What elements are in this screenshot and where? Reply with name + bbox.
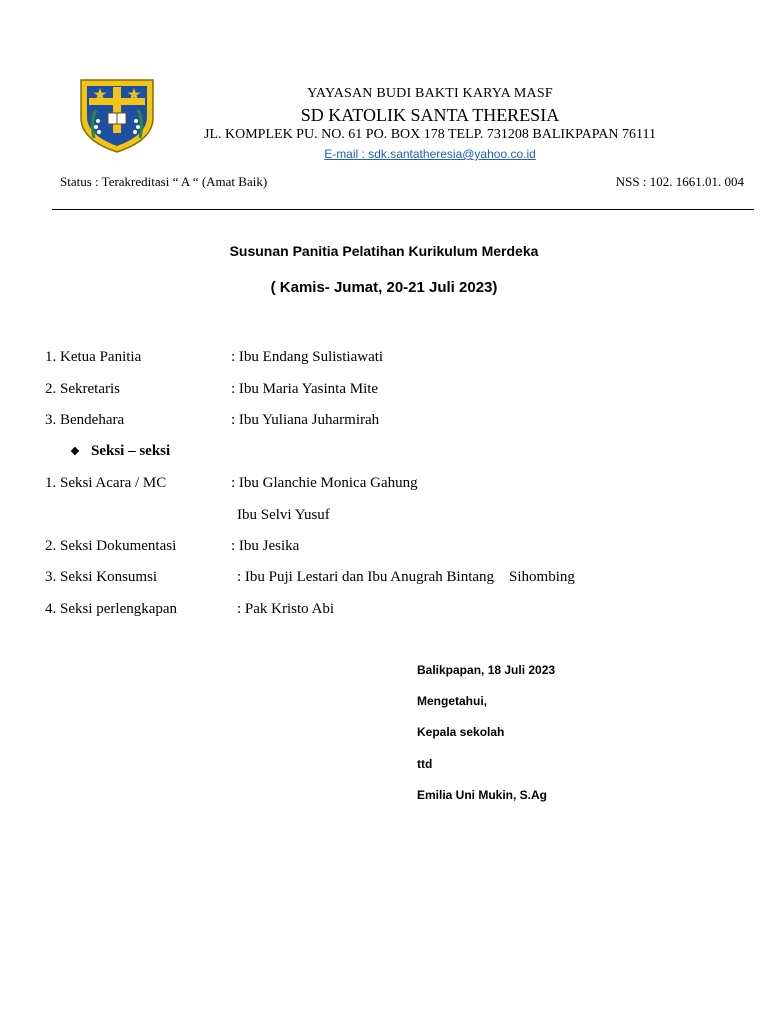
section-value-equipment: : Pak Kristo Abi <box>237 601 335 617</box>
school-email-link[interactable]: E-mail : sdk.santatheresia@yahoo.co.id <box>324 147 536 161</box>
committee-label-treasurer: 3. Bendehara <box>45 412 125 428</box>
foundation-name: YAYASAN BUDI BAKTI KARYA MASF <box>307 86 553 101</box>
accreditation-status: Status : Terakreditasi “ A “ (Amat Baik) <box>60 174 268 189</box>
section-value-documentation: : Ibu Jesika <box>231 538 300 554</box>
section-label-consumption: 3. Seksi Konsumsi <box>45 569 158 585</box>
document-title: Susunan Panitia Pelatihan Kurikulum Merdeka <box>229 243 539 259</box>
committee-label-secretary: 2. Sekretaris <box>45 381 120 397</box>
signature-name: Emilia Uni Mukin, S.Ag <box>417 788 548 802</box>
sections-heading <box>70 443 170 460</box>
committee-value-treasurer: : Ibu Yuliana Juharmirah <box>231 412 380 428</box>
signature-ttd: ttd <box>417 757 433 771</box>
letterhead-divider <box>52 209 754 210</box>
committee-label-chair: 1. Ketua Panitia <box>45 349 142 365</box>
section-value-event-extra: Ibu Selvi Yusuf <box>237 507 330 523</box>
section-label-documentation: 2. Seksi Dokumentasi <box>45 538 177 554</box>
section-label-equipment: 4. Seksi perlengkapan <box>45 601 178 617</box>
signature-position: Kepala sekolah <box>417 725 505 739</box>
committee-value-chair: : Ibu Endang Sulistiawati <box>231 349 384 365</box>
document-date-line: ( Kamis- Jumat, 20-21 Juli 2023) <box>270 279 498 296</box>
section-value-event: : Ibu Glanchie Monica Gahung <box>231 475 418 491</box>
school-crest-icon <box>78 74 156 154</box>
committee-value-secretary: : Ibu Maria Yasinta Mite <box>231 381 379 397</box>
signature-acknowledged: Mengetahui, <box>417 694 488 708</box>
sections-heading-text: Seksi – seksi <box>91 443 171 459</box>
nss-number: NSS : 102. 1661.01. 004 <box>615 174 744 189</box>
school-address: JL. KOMPLEK PU. NO. 61 PO. BOX 178 TELP. 731208 BALIKPAPAN 76111 <box>204 127 656 142</box>
signature-place-date: Balikpapan, 18 Juli 2023 <box>417 663 556 677</box>
school-name: SD KATOLIK SANTA THERESIA <box>300 105 560 125</box>
diamond-bullet-icon: ❖ <box>70 446 80 458</box>
section-value-consumption: : Ibu Puji Lestari dan Ibu Anugrah Bintang Sihombing <box>237 569 575 585</box>
section-label-event: 1. Seksi Acara / MC <box>45 475 167 491</box>
